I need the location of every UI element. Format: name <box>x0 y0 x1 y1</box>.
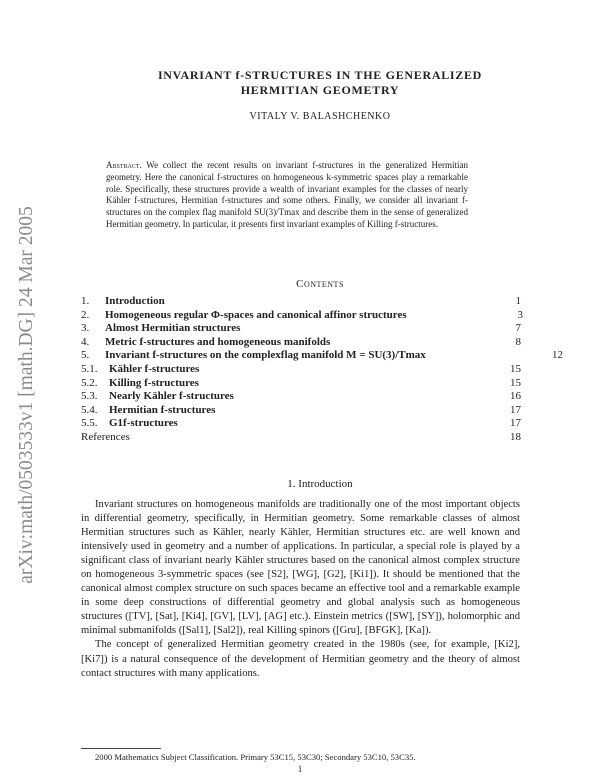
toc-num: 5. <box>81 349 90 362</box>
section-heading: 1. Introduction <box>287 478 353 490</box>
toc-item <box>81 363 521 377</box>
toc-label: Invariant f-structures on the complexflag manifold M = SU(3)/Tmax <box>105 349 426 362</box>
toc-label: Metric f-structures and homogeneous manifolds <box>105 335 331 348</box>
toc-item <box>81 404 521 418</box>
toc-item <box>81 336 521 350</box>
toc-num: 5.4. <box>81 403 98 416</box>
toc-num: 4. <box>81 335 90 348</box>
toc-label: Killing f-structures <box>109 376 199 389</box>
toc-page: 17 <box>510 403 521 416</box>
toc-label: Kähler f-structures <box>109 362 200 375</box>
paragraph: The concept of generalized Hermitian geometry created in the 1980s (see, for example, [Ki2], [Ki7]) is a natural consequence of the development of Hermitian geometry and the theory of almost contact structures with many applications. <box>81 639 520 679</box>
toc-label: G1f-structures <box>109 417 178 430</box>
toc-page: 7 <box>515 322 521 335</box>
table-of-contents <box>81 295 563 445</box>
toc-page: 17 <box>510 417 521 430</box>
toc-num: 5.3. <box>81 390 98 403</box>
abstract <box>106 160 468 231</box>
footnote-rule <box>81 748 161 749</box>
toc-item <box>81 349 563 363</box>
toc-num: 5.5. <box>81 417 98 430</box>
body-text <box>81 498 520 681</box>
toc-item <box>81 417 521 431</box>
toc-label: References <box>81 430 130 443</box>
toc-page: 15 <box>510 362 521 375</box>
arxiv-stamp-text: arXiv:math/0503533v1 [math.DG] 24 Mar 2005 <box>16 206 37 584</box>
toc-label: Hermitian f-structures <box>109 403 216 416</box>
toc-num: 1. <box>81 295 90 307</box>
toc-page: 1 <box>515 295 521 307</box>
paragraph: Invariant structures on homogeneous manifolds are traditionally one of the most important objects in differential geometry, specifically, in Hermitian geometry. Some remarkable classes of almost Hermitian structures such as Kähler, nearly Kähler, Hermitian structures etc. are well known and intensively used in geometry and a number of applications. In particular, a special role is played by a significant class of invariant nearly Kähler structures based on the canonical almost complex structure on homogeneous 3-symmetric spaces (see [S2], [WG], [G2], [Ki1]). It should be mentioned that the canonical almost complex structure on such spaces became an effective tool and a remarkable example in some deep constructions of differential geometry and global analysis such as homogeneous structures ([TV], [Sat], [Ki4], [GV], [LV], [AG] etc.). Einstein metrics ([SW], [SY]), holomorphic and minimal submanifolds ([Sal1], [Sal2]), real Killing spinors ([Gru], [BFGK], [Ka]). <box>81 499 520 637</box>
toc-page: 18 <box>510 430 521 443</box>
toc-num: 3. <box>81 322 90 335</box>
toc-label: Introduction <box>105 295 165 307</box>
footnote: 2000 Mathematics Subject Classification. Primary 53C15, 53C30; Secondary 53C10, 53C35. <box>95 752 416 762</box>
title-line-1: INVARIANT f-STRUCTURES IN THE GENERALIZED <box>157 68 483 82</box>
toc-label: Almost Hermitian structures <box>105 322 241 335</box>
toc-num: 5.1. <box>81 362 98 375</box>
toc-item <box>81 309 521 323</box>
abstract-label: Abstract. <box>106 160 142 170</box>
title-line-2: HERMITIAN GEOMETRY <box>240 83 400 97</box>
author: VITALY V. BALASHCHENKO <box>249 111 391 122</box>
page-number: 1 <box>297 764 303 774</box>
toc-item <box>81 377 521 391</box>
toc-page: 3 <box>517 308 523 321</box>
toc-label: Homogeneous regular Φ-spaces and canonical affinor structures <box>105 308 407 321</box>
toc-num: 2. <box>81 308 90 321</box>
paper-title <box>90 68 550 98</box>
toc-page: 15 <box>510 376 521 389</box>
contents-heading: Contents <box>296 278 344 290</box>
toc-num: 5.2. <box>81 376 98 389</box>
toc-page: 16 <box>510 390 521 403</box>
toc-item <box>81 431 521 445</box>
arxiv-stamp <box>10 150 44 640</box>
toc-label: Nearly Kähler f-structures <box>109 390 234 403</box>
toc-page: 8 <box>515 335 521 348</box>
toc-item <box>81 295 521 309</box>
abstract-text: We collect the recent results on invariant f-structures in the generalized Hermitian geometry. Here the canonical f-structures on homogeneous k-symmetric spaces play a remarkable role. Specifically, these structures provide a wealth of invariant examples for the classes of nearly Kähler f-structures, Hermitian f-structures and some others. Finally, we consider all invariant f-structures on the complex flag manifold SU(3)/Tmax and describe them in the sense of generalized Hermitian geometry. In particular, it presents first invariant examples of Killing f-structures. <box>106 160 468 229</box>
toc-item <box>81 390 521 404</box>
toc-page: 12 <box>552 349 563 362</box>
toc-item <box>81 322 521 336</box>
